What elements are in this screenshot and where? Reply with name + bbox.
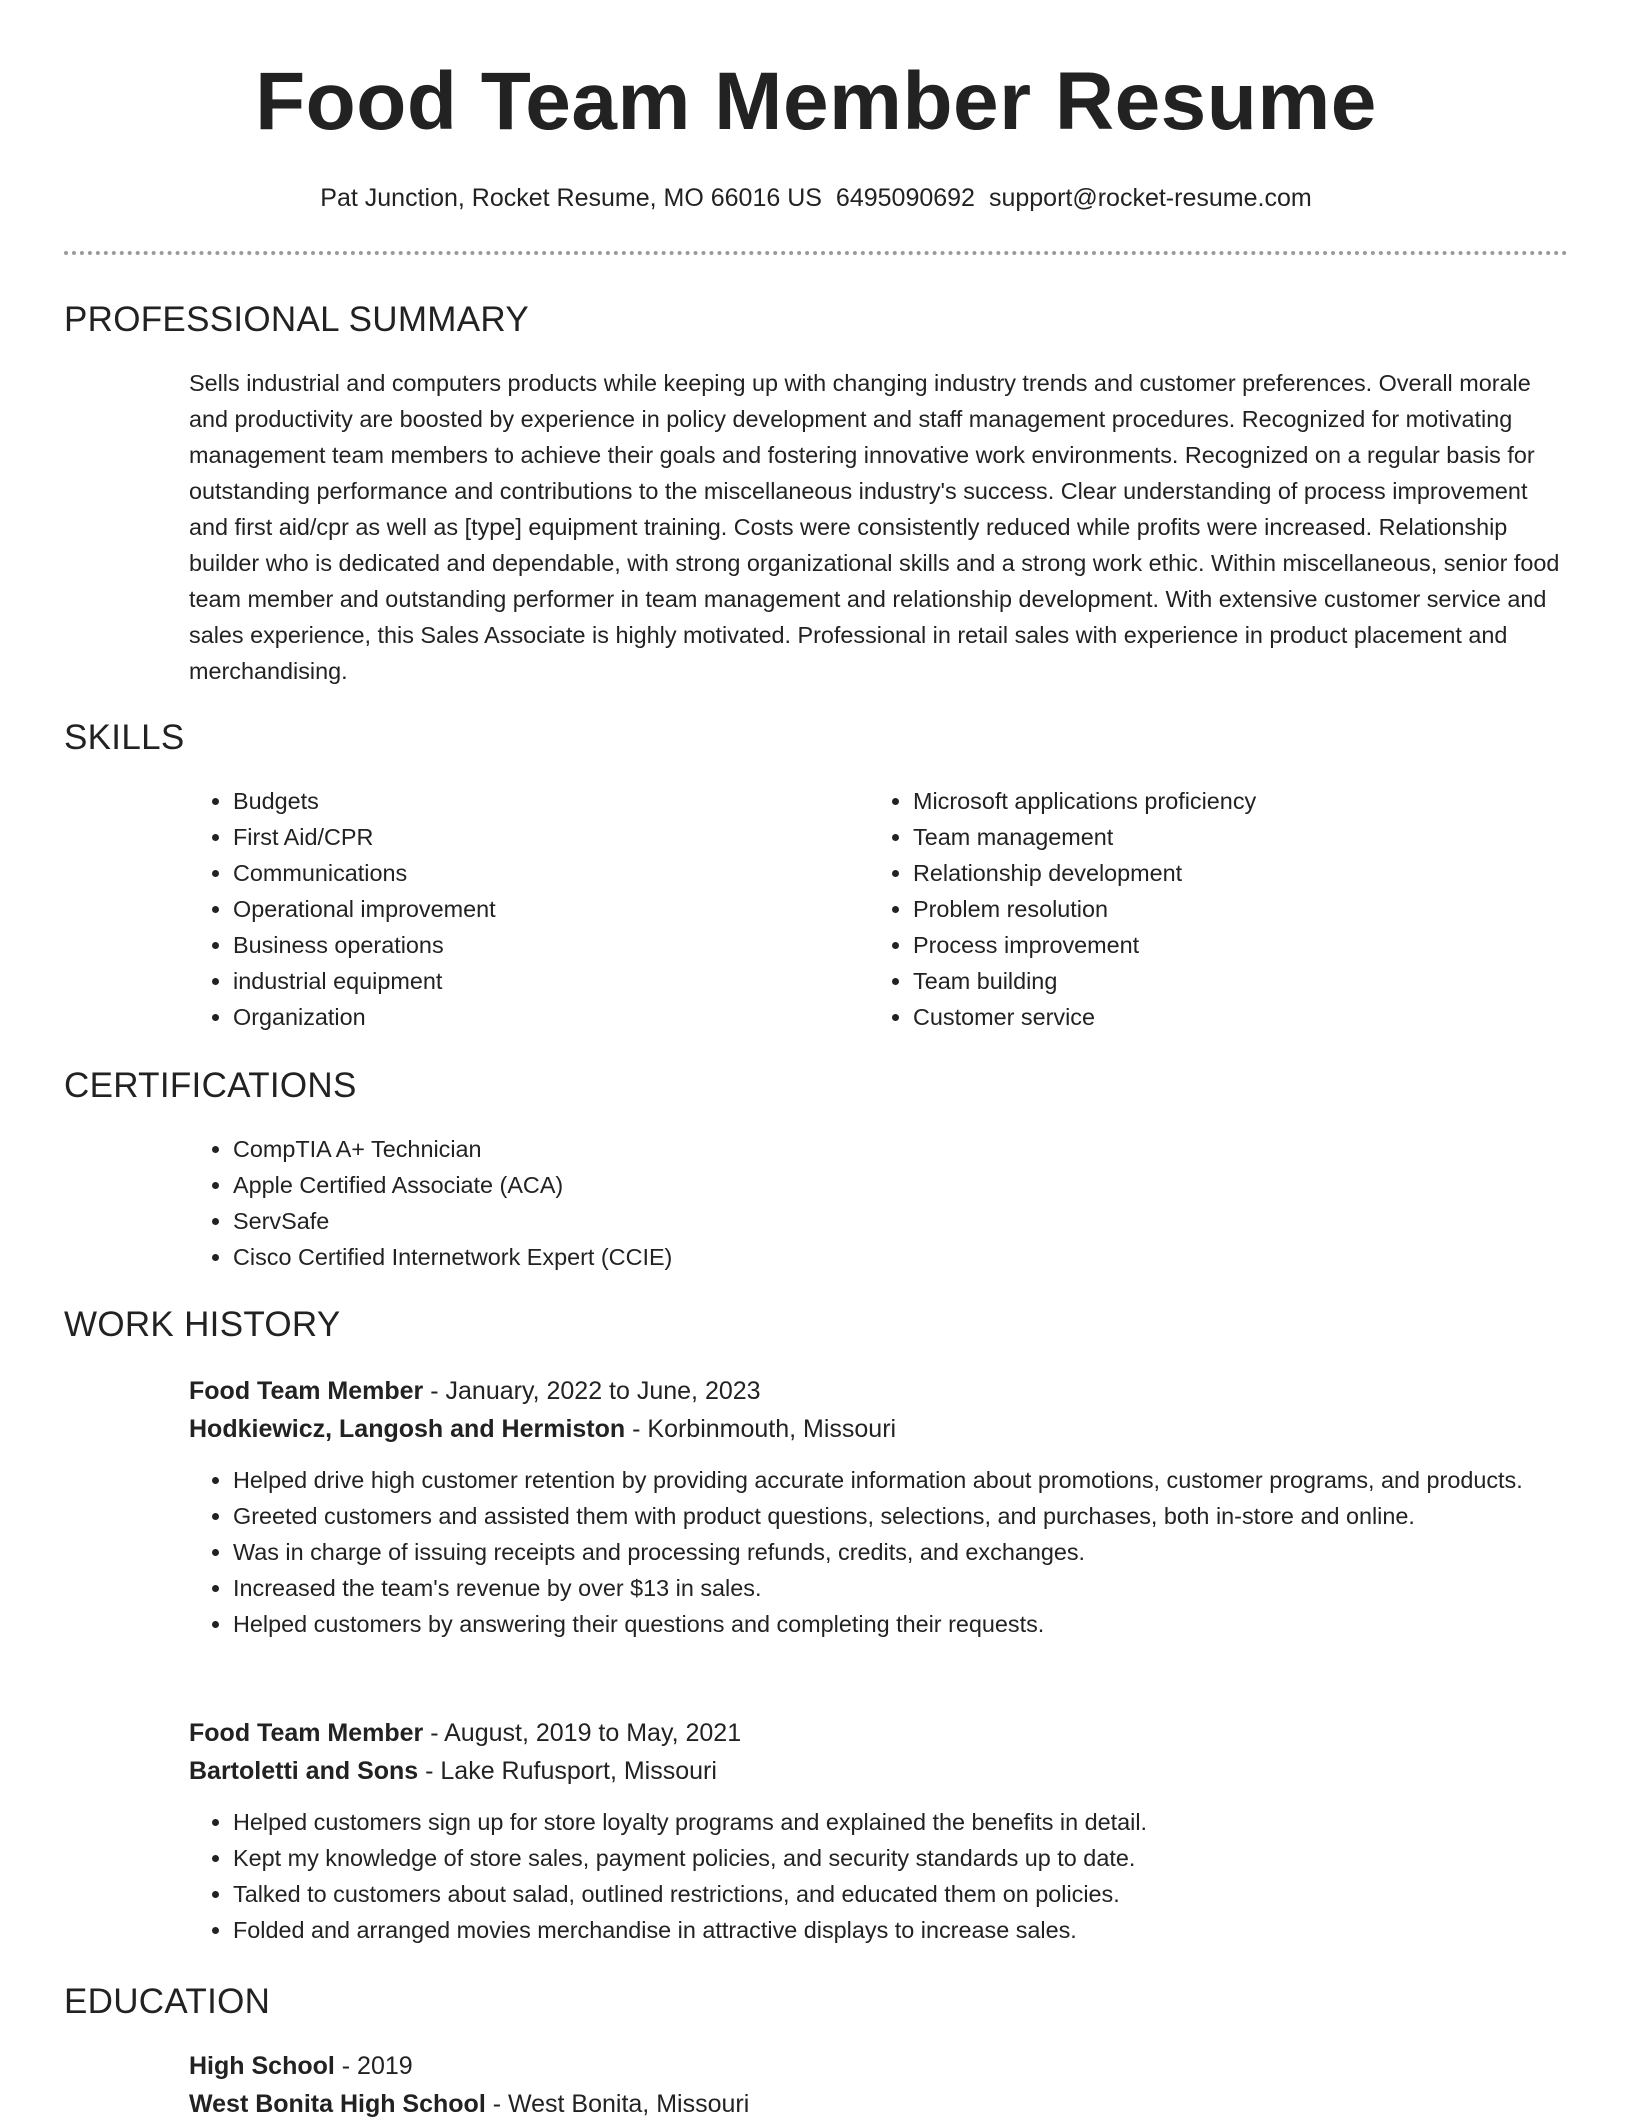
job-location: - Lake Rufusport, Missouri [418, 1757, 717, 1785]
summary-heading: PROFESSIONAL SUMMARY [64, 300, 529, 339]
job-bullet: • Was in charge of issuing receipts and processing refunds, credits, and exchanges. [233, 1534, 1573, 1570]
skill-item: • Process improvement [913, 927, 1509, 963]
job-location: - Korbinmouth, Missouri [625, 1415, 897, 1443]
skill-item: • Problem resolution [913, 891, 1509, 927]
education-school: West Bonita High School [189, 2090, 486, 2118]
contact-line [0, 180, 1632, 216]
job-bullet: • Helped customers sign up for store loyalty programs and explained the benefits in detail. [233, 1804, 1573, 1840]
job-entry [189, 1372, 1569, 1642]
education-degree-line [189, 2047, 1569, 2085]
job-bullet: • Increased the team's revenue by over $13 in sales. [233, 1570, 1573, 1606]
skill-item: • First Aid/CPR [233, 819, 829, 855]
education-year: - 2019 [334, 2052, 413, 2080]
job-title-line [189, 1714, 1569, 1752]
job-dates: - January, 2022 to June, 2023 [423, 1377, 761, 1405]
certification-item: • Cisco Certified Internetwork Expert (CCIE) [233, 1239, 1089, 1275]
certifications-heading: CERTIFICATIONS [64, 1066, 357, 1105]
education-degree: High School [189, 2052, 335, 2080]
job-company: Hodkiewicz, Langosh and Hermiston [189, 1415, 626, 1443]
skill-item: • Team management [913, 819, 1509, 855]
education-school-line [189, 2085, 1569, 2123]
job-company-line [189, 1410, 1569, 1448]
job-company: Bartoletti and Sons [189, 1757, 419, 1785]
skill-item: • Operational improvement [233, 891, 829, 927]
job-bullet: • Helped customers by answering their questions and completing their requests. [233, 1606, 1573, 1642]
skill-item: • Budgets [233, 783, 829, 819]
skill-item: • Communications [233, 855, 829, 891]
job-bullet: • Helped drive high customer retention by providing accurate information about promotions, customer programs, and products. [233, 1462, 1573, 1498]
education-location: - West Bonita, Missouri [485, 2090, 750, 2118]
summary-text: Sells industrial and computers products while keeping up with changing industry trends and customer preferences. Overall morale and productivity are boosted by experience in policy development and staff management procedures. Recognized for motivating management team members to achieve their goals and fostering innovative work environments. Recognized on a regular basis for outstanding performance and contributions to the miscellaneous industry's success. Clear understanding of process improvement and first aid/cpr as well as [type] equipment training. Costs were consistently reduced while profits were increased. Relationship builder who is dedicated and dependable, with strong organizational skills and a strong work ethic. Within miscellaneous, senior food team member and outstanding performer in team management and relationship development. With extensive customer service and sales experience, this Sales Associate is highly motivated. Professional in retail sales with experience in product placement and merchandising. [189, 370, 1560, 684]
job-title-line [189, 1372, 1569, 1410]
skill-item: • Customer service [913, 999, 1509, 1035]
skill-item: • industrial equipment [233, 963, 829, 999]
resume-title: Food Team Member Resume [255, 56, 1377, 147]
education-heading: EDUCATION [64, 1982, 271, 2021]
skills-column-left [189, 783, 829, 1035]
skills-column-right [869, 783, 1509, 1035]
certification-item: • CompTIA A+ Technician [233, 1131, 1089, 1167]
job-bullet: • Greeted customers and assisted them with product questions, selections, and purchases, both in-store and online. [233, 1498, 1573, 1534]
certifications-list [189, 1131, 1089, 1275]
skill-item: • Relationship development [913, 855, 1509, 891]
work-history-heading: WORK HISTORY [64, 1305, 341, 1344]
certification-item: • Apple Certified Associate (ACA) [233, 1167, 1089, 1203]
job-dates: - August, 2019 to May, 2021 [423, 1719, 742, 1747]
header-divider [64, 251, 1568, 255]
job-entry [189, 1714, 1569, 1948]
job-bullet: • Talked to customers about salad, outlined restrictions, and educated them on policies. [233, 1876, 1573, 1912]
skill-item: • Organization [233, 999, 829, 1035]
job-title: Food Team Member [189, 1719, 424, 1747]
contact-email[interactable]: support@rocket-resume.com [988, 184, 1312, 212]
skill-item: • Microsoft applications proficiency [913, 783, 1509, 819]
job-title: Food Team Member [189, 1377, 424, 1405]
job-company-line [189, 1752, 1569, 1790]
contact-phone: 6495090692 [835, 184, 975, 212]
job-bullet: • Kept my knowledge of store sales, payment policies, and security standards up to date. [233, 1840, 1573, 1876]
skill-item: • Team building [913, 963, 1509, 999]
contact-address: Pat Junction, Rocket Resume, MO 66016 US [320, 184, 822, 212]
skill-item: • Business operations [233, 927, 829, 963]
certification-item: • ServSafe [233, 1203, 1089, 1239]
job-bullet: • Folded and arranged movies merchandise in attractive displays to increase sales. [233, 1912, 1573, 1948]
skills-heading: SKILLS [64, 718, 185, 757]
